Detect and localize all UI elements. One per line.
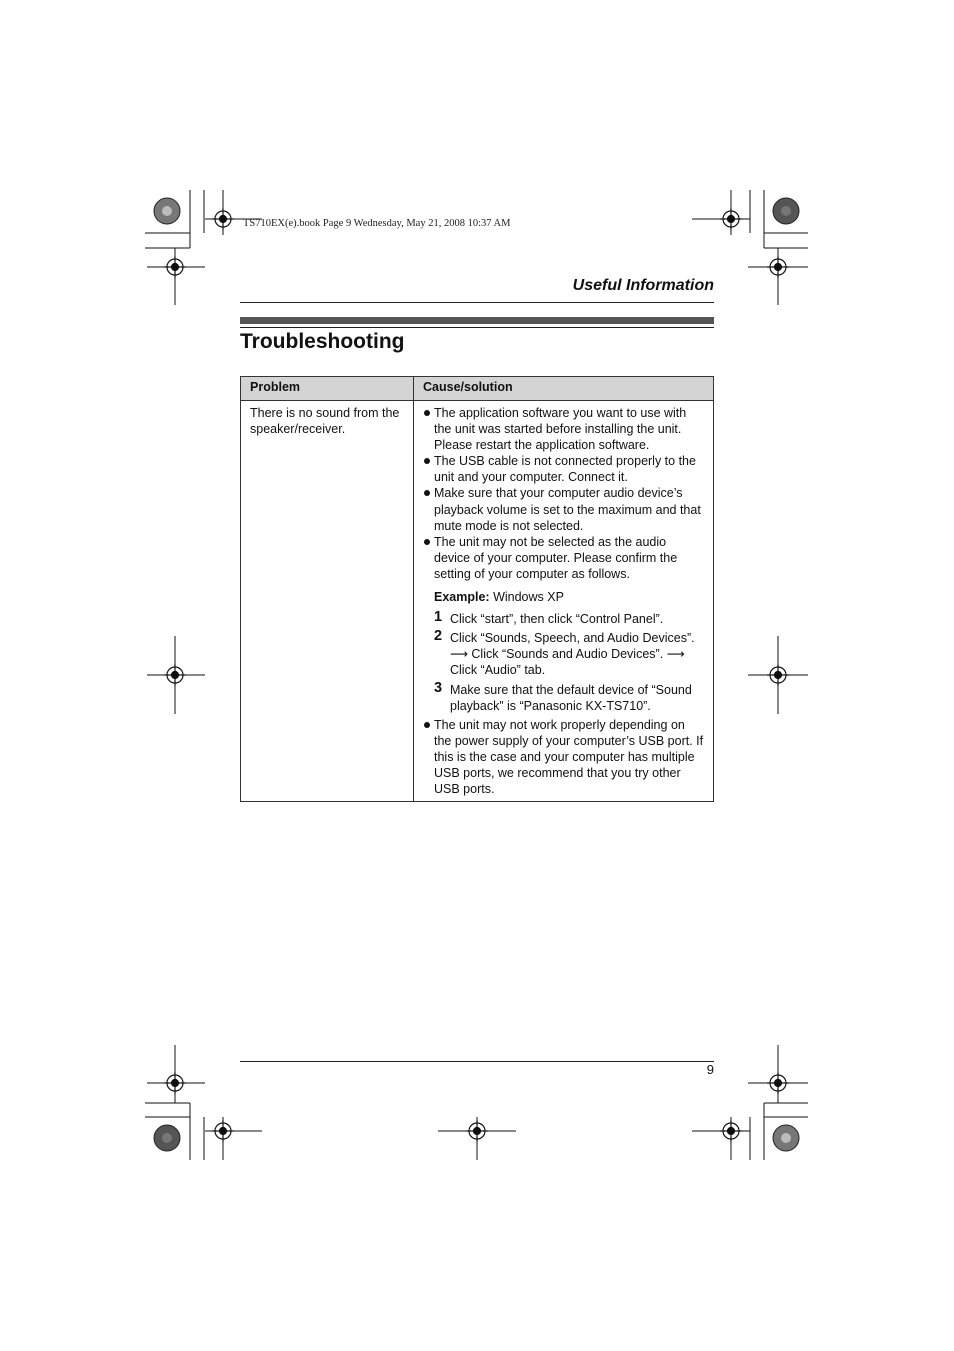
example-line [434, 589, 705, 605]
steps-list [434, 611, 705, 714]
right-arrow-icon: ⟶ [666, 647, 685, 662]
list-item: The unit may not work properly depending on the power supply of your computer’s USB port. If this is the case and your computer has multiple USB ports, we recommend that you try other USB ports. [423, 717, 705, 797]
example-value: Windows XP [493, 590, 564, 605]
troubleshooting-table [240, 376, 714, 802]
page-title: Troubleshooting [240, 330, 405, 353]
solution-list [423, 717, 705, 797]
step-number: 2 [434, 628, 443, 645]
page-number: 9 [706, 1062, 714, 1077]
list-item: The application software you want to use with the unit was started before installing the unit. Please restart the application software. [423, 405, 705, 453]
example-label: Example: [434, 590, 490, 605]
step-number: 1 [434, 609, 443, 626]
footer-rule [240, 1061, 714, 1062]
step-text: Make sure that the default device of “Sound playback” is “Panasonic KX-TS710”. [450, 682, 692, 713]
table-row [241, 401, 714, 802]
step-item [434, 679, 705, 714]
step-text: Click “Sounds, Speech, and Audio Devices”. [450, 631, 695, 646]
right-arrow-icon: ⟶ [450, 647, 468, 662]
table-header-row [241, 377, 714, 401]
step-text: Click “Audio” tab. [450, 663, 546, 678]
list-item: The USB cable is not connected properly to the unit and your computer. Connect it. [423, 453, 705, 485]
problem-cell: There is no sound from the speaker/receiver. [241, 401, 414, 802]
solution-cell [414, 401, 714, 802]
title-rule [240, 327, 714, 328]
solution-list [423, 405, 705, 582]
list-item: The unit may not be selected as the audio device of your computer. Please confirm the setting of your computer as follows. [423, 534, 705, 582]
title-band [240, 317, 714, 324]
print-header: TS710EX(e).book Page 9 Wednesday, May 21, 2008 10:37 AM [243, 218, 511, 229]
list-item: Make sure that your computer audio device’s playback volume is set to the maximum and that mute mode is not selected. [423, 485, 705, 533]
step-number: 3 [434, 679, 443, 696]
header-rule [240, 302, 714, 303]
column-header-cause-solution: Cause/solution [414, 377, 714, 401]
step-text: Click “start”, then click “Control Panel”. [450, 612, 664, 627]
step-text: Click “Sounds and Audio Devices”. [471, 647, 664, 662]
section-title: Useful Information [572, 277, 714, 294]
column-header-problem: Problem [241, 377, 414, 401]
step-item [434, 630, 705, 678]
step-item [434, 611, 705, 627]
